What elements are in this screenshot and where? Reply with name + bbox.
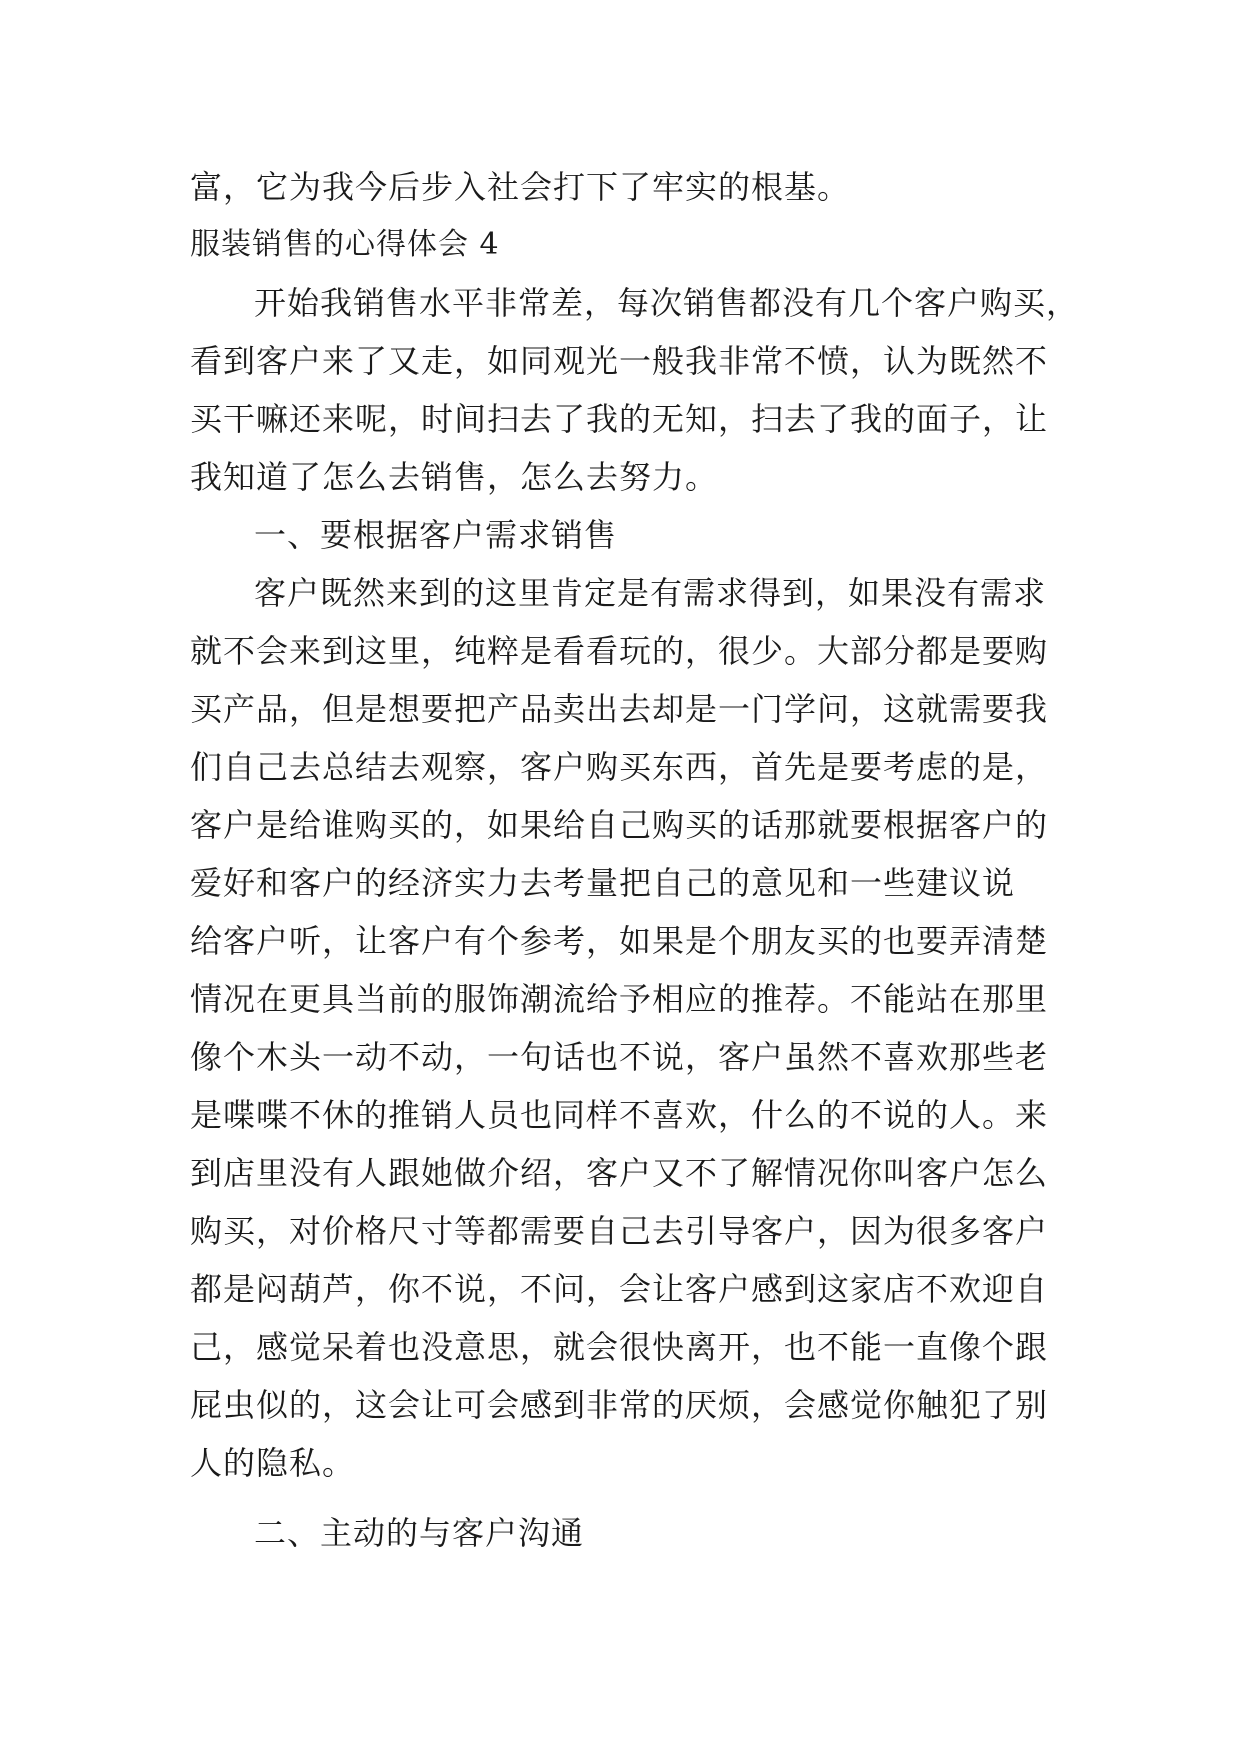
paragraph-line: 客户是给谁购买的，如果给自己购买的话那就要根据客户的	[190, 806, 1049, 844]
paragraph-line: 己，感觉呆着也没意思，就会很快离开，也不能一直像个跟	[190, 1328, 1049, 1366]
paragraph-line: 屁虫似的，这会让可会感到非常的厌烦，会感觉你触犯了别	[190, 1386, 1049, 1424]
paragraph-line: 就不会来到这里，纯粹是看看玩的，很少。大部分都是要购	[190, 632, 1049, 670]
paragraph-line: 们自己去总结去观察，客户购买东西，首先是要考虑的是，	[190, 748, 1049, 786]
paragraph-line: 都是闷葫芦，你不说，不问，会让客户感到这家店不欢迎自	[190, 1270, 1049, 1308]
paragraph-line: 爱好和客户的经济实力去考量把自己的意见和一些建议说	[190, 864, 1016, 902]
paragraph-line: 给客户听，让客户有个参考，如果是个朋友买的也要弄清楚	[190, 922, 1049, 960]
document-body	[190, 158, 1090, 1562]
paragraph-line: 购买，对价格尺寸等都需要自己去引导客户，因为很多客户	[190, 1212, 1049, 1250]
paragraph-line: 我知道了怎么去销售，怎么去努力。	[190, 458, 719, 496]
paragraph-line: 人的隐私。	[190, 1444, 356, 1482]
subheading: 一、要根据客户需求销售	[254, 516, 618, 554]
paragraph-line: 像个木头一动不动，一句话也不说，客户虽然不喜欢那些老	[190, 1038, 1049, 1076]
subheading: 二、主动的与客户沟通	[254, 1514, 585, 1552]
paragraph-line: 客户既然来到的这里肯定是有需求得到，如果没有需求	[254, 574, 1047, 612]
paragraph-line: 情况在更具当前的服饰潮流给予相应的推荐。不能站在那里	[190, 980, 1049, 1018]
paragraph-line: 买产品，但是想要把产品卖出去却是一门学问，这就需要我	[190, 690, 1049, 728]
paragraph-line: 到店里没有人跟她做介绍，客户又不了解情况你叫客户怎么	[190, 1154, 1049, 1192]
paragraph-line: 是喋喋不休的推销人员也同样不喜欢，什么的不说的人。来	[190, 1096, 1049, 1134]
section-title: 服装销售的心得体会 4	[190, 227, 500, 262]
paragraph-line: 买干嘛还来呢，时间扫去了我的无知，扫去了我的面子，让	[190, 400, 1049, 438]
paragraph-line: 开始我销售水平非常差，每次销售都没有几个客户购买，	[254, 284, 1080, 322]
paragraph-line: 富，它为我今后步入社会打下了牢实的根基。	[190, 168, 851, 206]
paragraph-line: 看到客户来了又走，如同观光一般我非常不愤，认为既然不	[190, 342, 1049, 380]
